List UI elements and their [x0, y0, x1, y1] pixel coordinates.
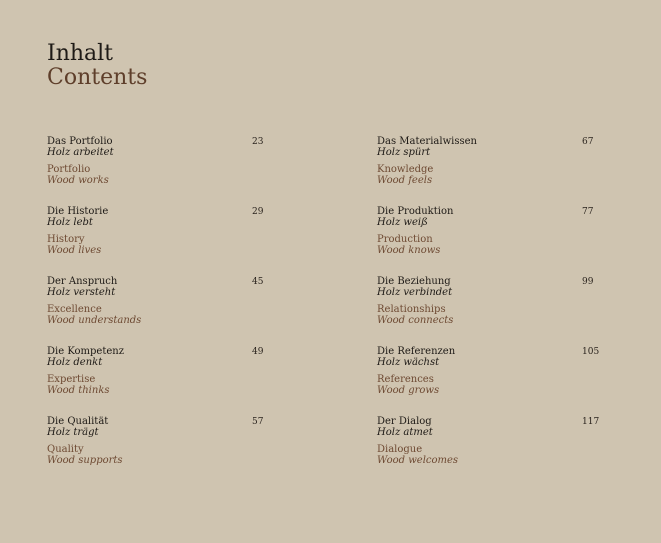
page-number: 105 — [582, 347, 600, 357]
toc-entry[interactable] — [47, 136, 267, 206]
entry-subtitle-en: Wood knows — [377, 245, 441, 256]
entry-subtitle-de: Holz atmet — [377, 427, 433, 438]
entry-subtitle-de: Holz wächst — [377, 357, 440, 368]
toc-entry[interactable] — [47, 416, 267, 486]
entry-title-de: Die Historie — [47, 206, 109, 217]
entry-title-en: References — [377, 374, 434, 385]
entry-subtitle-en: Wood grows — [377, 385, 440, 396]
entry-subtitle-de: Holz verbindet — [377, 287, 453, 298]
entry-subtitle-de: Holz weiß — [377, 217, 428, 228]
entry-title-de: Das Portfolio — [47, 136, 113, 147]
page-number: 99 — [582, 277, 594, 287]
entry-title-de: Die Beziehung — [377, 276, 451, 287]
entry-title-en: Portfolio — [47, 164, 91, 175]
page-number: 29 — [252, 207, 264, 217]
entry-title-de: Die Referenzen — [377, 346, 456, 357]
toc-column-left — [47, 136, 267, 486]
page-number: 77 — [582, 207, 594, 217]
entry-subtitle-en: Wood welcomes — [377, 455, 459, 466]
entry-title-en: Knowledge — [377, 164, 434, 175]
toc-entry[interactable] — [47, 276, 267, 346]
entry-subtitle-de: Holz lebt — [47, 217, 93, 228]
entry-title-en: Expertise — [47, 374, 96, 385]
page-title-de: Inhalt — [47, 41, 114, 66]
toc-entry[interactable] — [377, 276, 597, 346]
entry-title-de: Die Qualität — [47, 416, 109, 427]
toc-entry[interactable] — [377, 346, 600, 416]
entry-title-en: Relationships — [377, 304, 446, 315]
page-number: 23 — [252, 137, 264, 147]
page-number: 67 — [582, 137, 594, 147]
entry-subtitle-en: Wood works — [47, 175, 109, 186]
toc-entry[interactable] — [377, 416, 600, 486]
page-number: 117 — [582, 417, 600, 427]
entry-title-de: Die Kompetenz — [47, 346, 124, 357]
entry-title-de: Das Materialwissen — [377, 136, 477, 147]
entry-subtitle-en: Wood connects — [377, 315, 454, 326]
page-number: 57 — [252, 417, 264, 427]
entry-subtitle-de: Holz spürt — [377, 147, 431, 158]
entry-title-en: Quality — [47, 444, 84, 455]
entry-subtitle-de: Holz arbeitet — [47, 147, 114, 158]
page-title-en: Contents — [47, 65, 148, 90]
toc-column-right — [377, 136, 600, 486]
toc-entry[interactable] — [377, 206, 597, 276]
entry-title-de: Der Anspruch — [47, 276, 118, 287]
entry-subtitle-en: Wood thinks — [47, 385, 110, 396]
entry-title-en: History — [47, 234, 85, 245]
entry-title-en: Excellence — [47, 304, 102, 315]
entry-subtitle-en: Wood lives — [47, 245, 102, 256]
entry-subtitle-de: Holz trägt — [47, 427, 99, 438]
entry-subtitle-en: Wood feels — [377, 175, 433, 186]
entry-title-de: Die Produktion — [377, 206, 454, 217]
entry-title-en: Production — [377, 234, 433, 245]
entry-subtitle-en: Wood supports — [47, 455, 123, 466]
entry-subtitle-de: Holz denkt — [47, 357, 103, 368]
toc-entry[interactable] — [47, 206, 267, 276]
toc-entry[interactable] — [47, 346, 267, 416]
page-number: 45 — [252, 277, 264, 287]
toc-entry[interactable] — [377, 136, 597, 206]
entry-title-en: Dialogue — [377, 444, 423, 455]
entry-title-de: Der Dialog — [377, 416, 432, 427]
page-number: 49 — [252, 347, 264, 357]
entry-subtitle-en: Wood understands — [47, 315, 142, 326]
entry-subtitle-de: Holz versteht — [47, 287, 116, 298]
